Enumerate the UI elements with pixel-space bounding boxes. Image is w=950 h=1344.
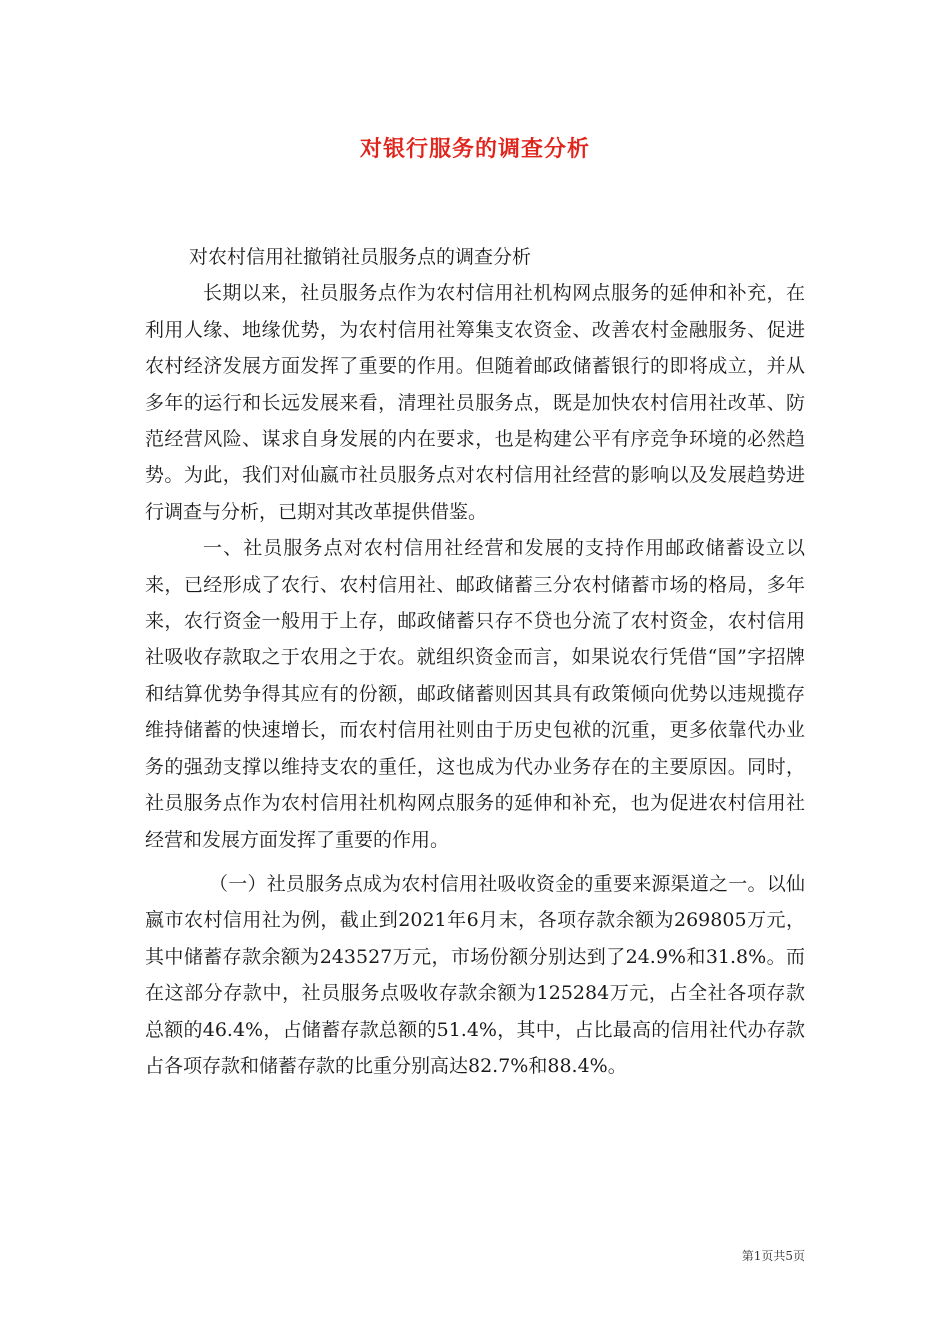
document-title: 对银行服务的调查分析 xyxy=(359,136,590,162)
paragraph-2: 一、社员服务点对农村信用社经营和发展的支持作用邮政储蓄设立以来，已经形成了农行、农村信用社、邮政储蓄三分农村储蓄市场的格局，多年来，农行资金一般用于上存，邮政储蓄只存不贷也分流了农村资金，农村信用社吸收存款取之于农用之于农。就组织资金而言，如果说农行凭借“国”字招牌和结算优势争得其应有的份额，邮政储蓄则因其具有政策倾向优势以违规揽存维持储蓄的快速增长，而农村信用社则由于历史包袱的沉重，更多依靠代办业务的强劲支撑以维持支农的重任，这也成为代办业务存在的主要原因。同时，社员服务点作为农村信用社机构网点服务的延伸和补充，也为促进农村信用社经营和发展方面发挥了重要的作用。 xyxy=(145,537,805,851)
paragraph-1: 长期以来，社员服务点作为农村信用社机构网点服务的延伸和补充，在利用人缘、地缘优势，为农村信用社筹集支农资金、改善农村金融服务、促进农村经济发展方面发挥了重要的作用。但随着邮政储蓄银行的即将成立，并从多年的运行和长远发展来看，清理社员服务点，既是加快农村信用社改革、防范经营风险、谋求自身发展的内在要求，也是构建公平有序竞争环境的必然趋势。为此，我们对仙嬴市社员服务点对农村信用社经营的影响以及发展趋势进行调查与分析，已期对其改革提供借鉴。 xyxy=(145,282,805,523)
paragraph-3: （一）社员服务点成为农村信用社吸收资金的重要来源渠道之一。以仙嬴市农村信用社为例，截止到2021年6月末，各项存款余额为269805万元，其中储蓄存款余额为243527万元，市场份额分别达到了24.9%和31.8%。而在这部分存款中，社员服务点吸收存款余额为125284万元，占全社各项存款总额的46.4%，占储蓄存款总额的51.4%，其中，占比最高的信用社代办存款占各项存款和储蓄存款的比重分别高达82.7%和88.4%。 xyxy=(145,872,805,1077)
document-subtitle: 对农村信用社撤销社员服务点的调查分析 xyxy=(189,246,532,268)
document-body xyxy=(145,239,805,1084)
page-number-footer: 第1页共5页 xyxy=(741,1249,805,1263)
